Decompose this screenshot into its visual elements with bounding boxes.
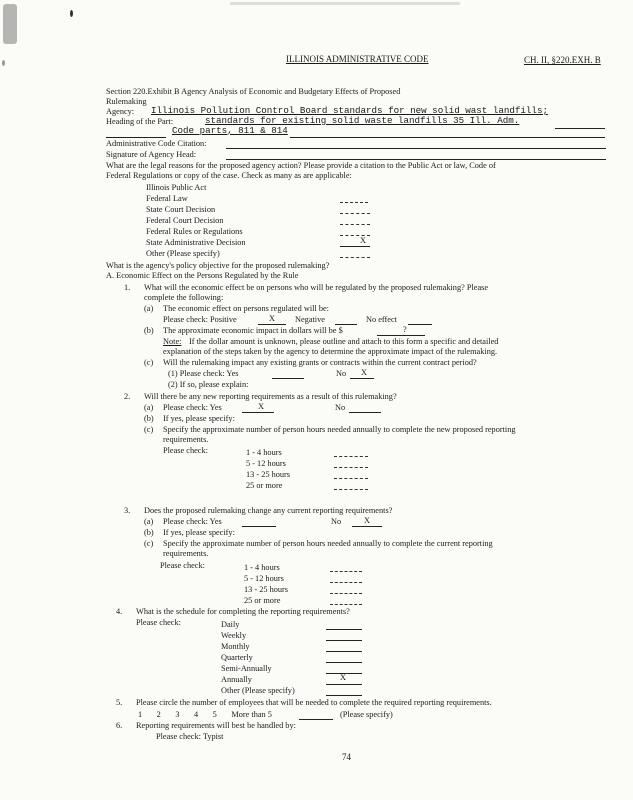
q3a-no-mark: X	[364, 516, 370, 525]
policy-question: What is the agency's policy objective for the proposed rulemaking?	[106, 261, 330, 270]
q3c-label: (c)	[144, 539, 154, 548]
q1c-label: (c)	[144, 358, 154, 367]
q4-option: Daily	[221, 620, 240, 629]
q4-number: 4.	[116, 607, 123, 616]
q1a-negative: Negative	[295, 315, 325, 324]
q2c-label: (c)	[144, 425, 154, 434]
q2-hours-option: 5 - 12 hours	[246, 459, 286, 468]
q2-hours-checkbox[interactable]	[334, 489, 368, 490]
q6-text: Reporting requirements will best be handled by:	[136, 721, 296, 730]
q3a-check: Please check: Yes	[163, 517, 222, 526]
legal-checkbox[interactable]	[340, 202, 368, 203]
legal-option: Illinois Public Act	[146, 183, 207, 192]
q4-text: What is the schedule for completing the reporting requirements?	[136, 607, 350, 616]
q2a-yes-field[interactable]	[242, 412, 274, 413]
q2-hours-checkbox[interactable]	[334, 456, 368, 457]
q3a-no-field[interactable]	[352, 526, 382, 527]
q1-line1: What will the economic effect be on persons who will be regulated by the proposed rulemaking? Please	[144, 283, 489, 292]
heading-blank-tail	[290, 137, 605, 138]
legal-question-line2: Federal Regulations or copy of the case. Check as many as are applicable:	[106, 171, 352, 180]
q1b-field[interactable]	[377, 335, 425, 336]
heading-blank	[555, 128, 605, 129]
q1b-text: The approximate economic impact in dollars will be $	[163, 326, 343, 335]
q1a-positive-field[interactable]	[258, 324, 286, 325]
q4-checkbox[interactable]	[326, 651, 362, 652]
q3a-yes-field[interactable]	[242, 526, 276, 527]
heading-value-line1: standards for existing solid waste landfills 35 Ill. Adm.	[205, 115, 520, 126]
q1c1-yes-field[interactable]	[272, 378, 304, 379]
q3-hours-checkbox[interactable]	[330, 604, 362, 605]
scan-artifact	[230, 2, 460, 5]
q2a-check: Please check: Yes	[163, 403, 222, 412]
section-title-line2: Rulemaking	[106, 97, 147, 106]
q3-hours-option: 1 - 4 hours	[244, 563, 280, 572]
q5-specify: (Please specify)	[340, 710, 393, 719]
q1b-value: ?	[403, 325, 407, 334]
q5-options[interactable]: 1 2 3 4 5 More than 5	[138, 710, 272, 719]
q3-hours-checkbox[interactable]	[330, 593, 362, 594]
q2-hours-checkbox[interactable]	[334, 478, 368, 479]
legal-question-line1: What are the legal reasons for the proposed agency action? Please provide a citation to the Public Act or law, Code of	[106, 161, 496, 170]
q1-note-label: Note:	[163, 337, 182, 346]
q3-hours-option: 25 or more	[244, 596, 281, 605]
q1a-text: The economic effect on persons regulated will be:	[163, 304, 329, 313]
q4-option: Quarterly	[221, 653, 253, 662]
q4-option: Annually	[221, 675, 252, 684]
q6-please-check: Please check: Typist	[156, 732, 224, 741]
q1a-check: Please check: Positive	[163, 315, 237, 324]
q6-number: 6.	[116, 721, 123, 730]
q3-hours-checkbox[interactable]	[330, 582, 362, 583]
header-ref: CH. II, §220.EXH. B	[524, 55, 601, 65]
q1-note-line1: If the dollar amount is unknown, please outline and attach to this form a specific and detailed	[189, 337, 499, 346]
q2-text: Will there be any new reporting requirements as a result of this rulemaking?	[144, 392, 397, 401]
q1c1-no-mark: X	[361, 368, 367, 377]
q1a-negative-field[interactable]	[335, 324, 357, 325]
q1c1-text: (1) Please check: Yes	[168, 369, 239, 378]
q2b-label: (b)	[144, 414, 154, 423]
q2-hours-option: 1 - 4 hours	[246, 448, 282, 457]
q1-number: 1.	[124, 283, 131, 292]
legal-checkbox[interactable]	[340, 257, 370, 258]
q4-please-check: Please check:	[136, 618, 181, 627]
q3a-no: No	[331, 517, 342, 526]
q4-check-mark: X	[340, 673, 346, 682]
legal-option: State Administrative Decision	[146, 238, 246, 247]
legal-option: Federal Law	[146, 194, 188, 203]
q3c-line2: requirements.	[163, 549, 209, 558]
q1-line2: complete the following:	[144, 293, 224, 302]
q4-checkbox[interactable]	[326, 662, 362, 663]
legal-checkbox[interactable]	[340, 224, 370, 225]
q2a-no: No	[335, 403, 346, 412]
q2a-no-field[interactable]	[349, 412, 381, 413]
header-title: ILLINOIS ADMINISTRATIVE CODE	[286, 54, 429, 64]
section-a-title: A. Economic Effect on the Persons Regulated by the Rule	[106, 271, 299, 280]
legal-check-mark: X	[360, 236, 366, 245]
q1b-label: (b)	[144, 326, 154, 335]
citation-field[interactable]	[226, 148, 606, 149]
legal-checkbox[interactable]	[340, 213, 370, 214]
q1a-label: (a)	[144, 304, 154, 313]
q4-option: Weekly	[221, 631, 247, 640]
legal-checkbox[interactable]	[340, 246, 370, 247]
q4-checkbox[interactable]	[326, 629, 362, 630]
q1-note-line2: explanation of the steps taken by the agency to determine the approximate impact of the rulemaking.	[163, 347, 498, 356]
page-number: 74	[342, 752, 351, 762]
section-title-line1: Section 220.Exhibit B Agency Analysis of Economic and Budgetary Effects of Proposed	[106, 87, 401, 96]
q5-specify-field[interactable]	[299, 719, 333, 720]
q2-hours-option: 25 or more	[246, 481, 283, 490]
agency-value: Illinois Pollution Control Board standards for new solid wast landfills;	[151, 105, 548, 116]
q2a-yes-mark: X	[258, 402, 264, 411]
q2-number: 2.	[124, 392, 131, 401]
q1a-none-field[interactable]	[408, 324, 432, 325]
q1c2-text: (2) If so, please explain:	[168, 380, 249, 389]
scan-artifact	[3, 4, 17, 44]
legal-option: Other (Please specify)	[146, 249, 220, 258]
q4-checkbox[interactable]	[326, 640, 362, 641]
q2c-line1: Specify the approximate number of person hours needed annually to complete the new proposed reporting	[163, 425, 516, 434]
q3-please-check: Please check:	[160, 561, 205, 570]
q3-hours-checkbox[interactable]	[330, 571, 362, 572]
q5-number: 5.	[116, 698, 123, 707]
q1c1-no-field[interactable]	[350, 378, 374, 379]
q1c1-no: No	[336, 369, 347, 378]
q3-number: 3.	[124, 506, 131, 515]
q2a-label: (a)	[144, 403, 154, 412]
q3-text: Does the proposed rulemaking change any current reporting requirements?	[144, 506, 393, 515]
q3-hours-option: 13 - 25 hours	[244, 585, 289, 594]
q3-hours-option: 5 - 12 hours	[244, 574, 284, 583]
q2b-text: If yes, please specify:	[163, 414, 235, 423]
q1a-positive-mark: X	[269, 314, 275, 323]
q3b-text: If yes, please specify:	[163, 528, 235, 537]
legal-option: State Court Decision	[146, 205, 216, 214]
heading-value-line2: Code parts, 811 & 814	[172, 125, 288, 136]
q1a-none: No effect	[366, 315, 397, 324]
heading-label: Heading of the Part:	[106, 117, 174, 126]
scan-artifact	[2, 60, 5, 66]
legal-option: Federal Court Decision	[146, 216, 224, 225]
legal-option: Federal Rules or Regulations	[146, 227, 243, 236]
q2-hours-checkbox[interactable]	[334, 467, 368, 468]
q4-option: Other (Please specify)	[221, 686, 295, 695]
q2-please-check: Please check:	[163, 446, 208, 455]
q4-option: Monthly	[221, 642, 250, 651]
q1c-text: Will the rulemaking impact any existing grants or contracts within the current contract period?	[163, 358, 477, 367]
signature-label: Signature of Agency Head:	[106, 150, 197, 159]
q3a-label: (a)	[144, 517, 154, 526]
q3b-label: (b)	[144, 528, 154, 537]
agency-label: Agency:	[106, 107, 135, 116]
q2c-line2: requirements.	[163, 435, 209, 444]
q4-option: Semi-Annually	[221, 664, 272, 673]
citation-label: Administrative Code Citation:	[106, 139, 207, 148]
scan-artifact	[70, 10, 73, 17]
signature-field[interactable]	[226, 159, 606, 160]
q2-hours-option: 13 - 25 hours	[246, 470, 291, 479]
q4-checkbox[interactable]	[326, 684, 362, 685]
heading-blank-lead	[106, 137, 166, 138]
q5-text: Please circle the number of employees that will be needed to complete the required reporting requirements.	[136, 698, 492, 707]
q3c-line1: Specify the approximate number of person hours needed annually to complete the current reporting	[163, 539, 493, 548]
q4-checkbox[interactable]	[326, 695, 362, 696]
